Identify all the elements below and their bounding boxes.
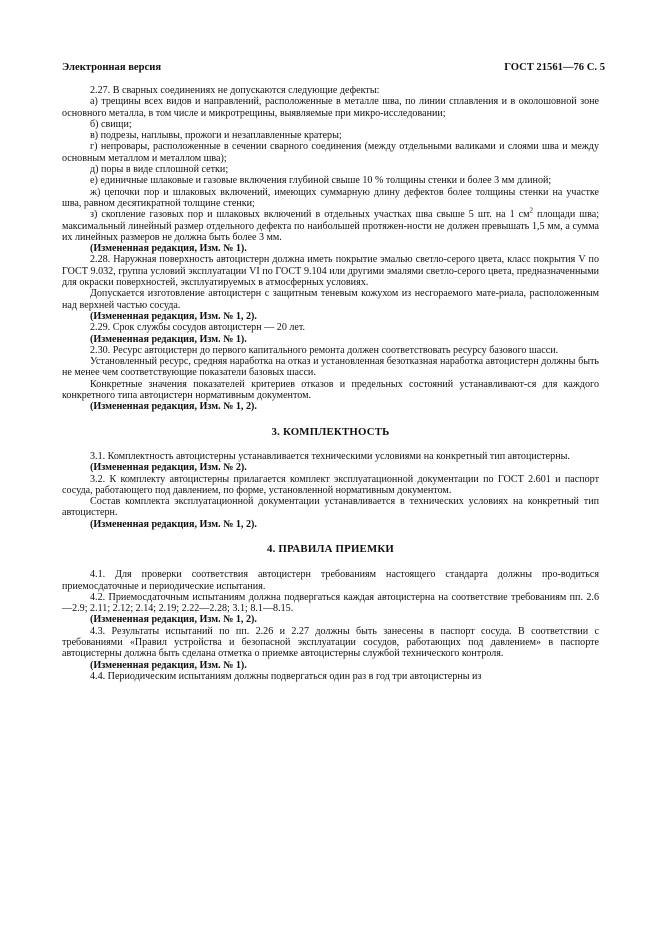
amendment-note: (Измененная редакция, Изм. № 1, 2). <box>90 310 257 322</box>
paragraph-2-30: 2.30. Ресурс автоцистерн до первого капитального ремонта должен соответствовать ресурсу базового шасси. <box>90 344 559 356</box>
paragraph-2-30-cont2: Конкретные значения показателей критериев отказов и предельных состояний устанавливают-ся для каждого конкретного типа автоцистерн нормативным документом. <box>62 378 599 402</box>
paragraph-2-28: 2.28. Наружная поверхность автоцистерн должна иметь покрытие эмалью светло-серого цвета, класс покрытия V по ГОСТ 9.032, группа условий эксплуатации VI по ГОСТ 9.104 или другими эмалями светло-серого цвета, предназначенными для окраски поверхностей, эксплуатируемых в атмосферных условиях. <box>62 254 599 289</box>
section-heading-acceptance-rules: 4. ПРАВИЛА ПРИЕМКИ <box>267 542 394 555</box>
paragraph-2-28-cont: Допускается изготовление автоцистерн с защитным теневым кожухом из несгораемого мате-риала, расположенным над верхней частью сосуда. <box>62 288 599 311</box>
header-edition-label: Электронная версия <box>62 62 162 73</box>
paragraph-2-29: 2.29. Срок службы сосудов автоцистерн — 20 лет. <box>90 322 306 334</box>
amendment-note: (Измененная редакция, Изм. № 2). <box>90 462 247 474</box>
amendment-note: (Измененная редакция, Изм. № 1, 2). <box>90 518 257 530</box>
defect-item-v: в) подрезы, наплывы, прожоги и незаплавленные кратеры; <box>90 130 342 142</box>
amendment-note: (Измененная редакция, Изм. № 1, 2). <box>90 614 257 626</box>
defect-item-g: г) непровары, расположенные в сечении сварного соединения (между отдельными валиками и слоями шва и между основным металлом и металлом шва); <box>62 141 599 164</box>
defect-item-z <box>62 206 599 243</box>
paragraph-4-4: 4.4. Периодическим испытаниям должны подвергаться один раз в год три автоцистерны из <box>90 670 482 682</box>
defect-item-z-part1: з) скопление газовых пор и шлаковых включений в отдельных участках шва свыше 5 шт. на 1 см <box>90 209 530 221</box>
paragraph-4-3: 4.3. Результаты испытаний по пп. 2.26 и 2.27 должны быть занесены в паспорт сосуда. В соответствии с требованиями «Правил устройства и безопасной эксплуатации сосудов, работающих под давлением» в паспорте автоцистерны должна быть сделана отметка о приемке автоцистерны службой технического контроля. <box>62 625 599 660</box>
defect-item-e: е) единичные шлаковые и газовые включения глубиной свыше 10 % толщины стенки и более 3 мм длиной; <box>90 175 552 187</box>
defect-item-zh: ж) цепочки пор и шлаковых включений, имеющих суммарную длину дефектов более толщины стенки на участке шва, равном десятикратной толщине стенки; <box>62 186 599 209</box>
paragraph-4-1: 4.1. Для проверки соответствия автоцистерн требованиям настоящего стандарта должны про-водиться приемосдаточные и периодические испытания. <box>62 569 599 592</box>
section-heading-completeness: 3. КОМПЛЕКТНОСТЬ <box>271 425 390 438</box>
paragraph-2-30-cont: Установленный ресурс, средняя наработка на отказ и установленная безотказная наработка автоцистерн должны быть не менее чем соответствующие показатели базовых шасси. <box>62 356 599 379</box>
paragraph-3-1: 3.1. Комплектность автоцистерны устанавливается техническими условиями на конкретный тип автоцистерны. <box>90 450 570 462</box>
paragraph-3-2: 3.2. К комплекту автоцистерны прилагается комплект эксплуатационной документации по ГОСТ 2.601 и паспорт сосуда, работающего под давлением, по форме, установленной нормативным документом. <box>62 473 599 496</box>
defect-item-z-part2: площади шва; максимальный линейный размер отдельного дефекта по наибольшей протяжен-ности не должен превышать 1,5 мм, а сумма их линейных размеров не должна быть более 3 мм. <box>62 209 599 243</box>
amendment-note: (Измененная редакция, Изм. № 1, 2). <box>90 401 257 413</box>
paragraph-2-27: 2.27. В сварных соединениях не допускаются следующие дефекты: <box>90 85 380 96</box>
amendment-note: (Измененная редакция, Изм. № 1). <box>90 243 247 255</box>
amendment-note: (Измененная редакция, Изм. № 1). <box>90 659 247 671</box>
document-body <box>62 85 599 682</box>
paragraph-3-2-cont: Состав комплекта эксплуатационной документации устанавливается в технических условиях на конкретный тип автоцистерн. <box>62 496 599 519</box>
defect-item-d: д) поры в виде сплошной сетки; <box>90 164 229 176</box>
header-standard-page: ГОСТ 21561—76 С. 5 <box>504 62 605 73</box>
defect-item-b: б) свищи; <box>90 118 132 130</box>
amendment-note: (Измененная редакция, Изм. № 1). <box>90 333 247 345</box>
defect-item-a: а) трещины всех видов и направлений, расположенные в металле шва, по линии сплавления и в околошовной зоне основного металла, в том числе и микротрещины, выявляемые при микро-исследовании; <box>62 96 599 119</box>
superscript: 2 <box>529 206 534 215</box>
paragraph-4-2: 4.2. Приемосдаточным испытаниям должна подвергаться каждая автоцистерна на соответствие требованиям пп. 2.6—2.9; 2.11; 2.12; 2.14; 2.19; 2.22—2.28; 3.1; 8.1—8.15. <box>62 591 599 615</box>
